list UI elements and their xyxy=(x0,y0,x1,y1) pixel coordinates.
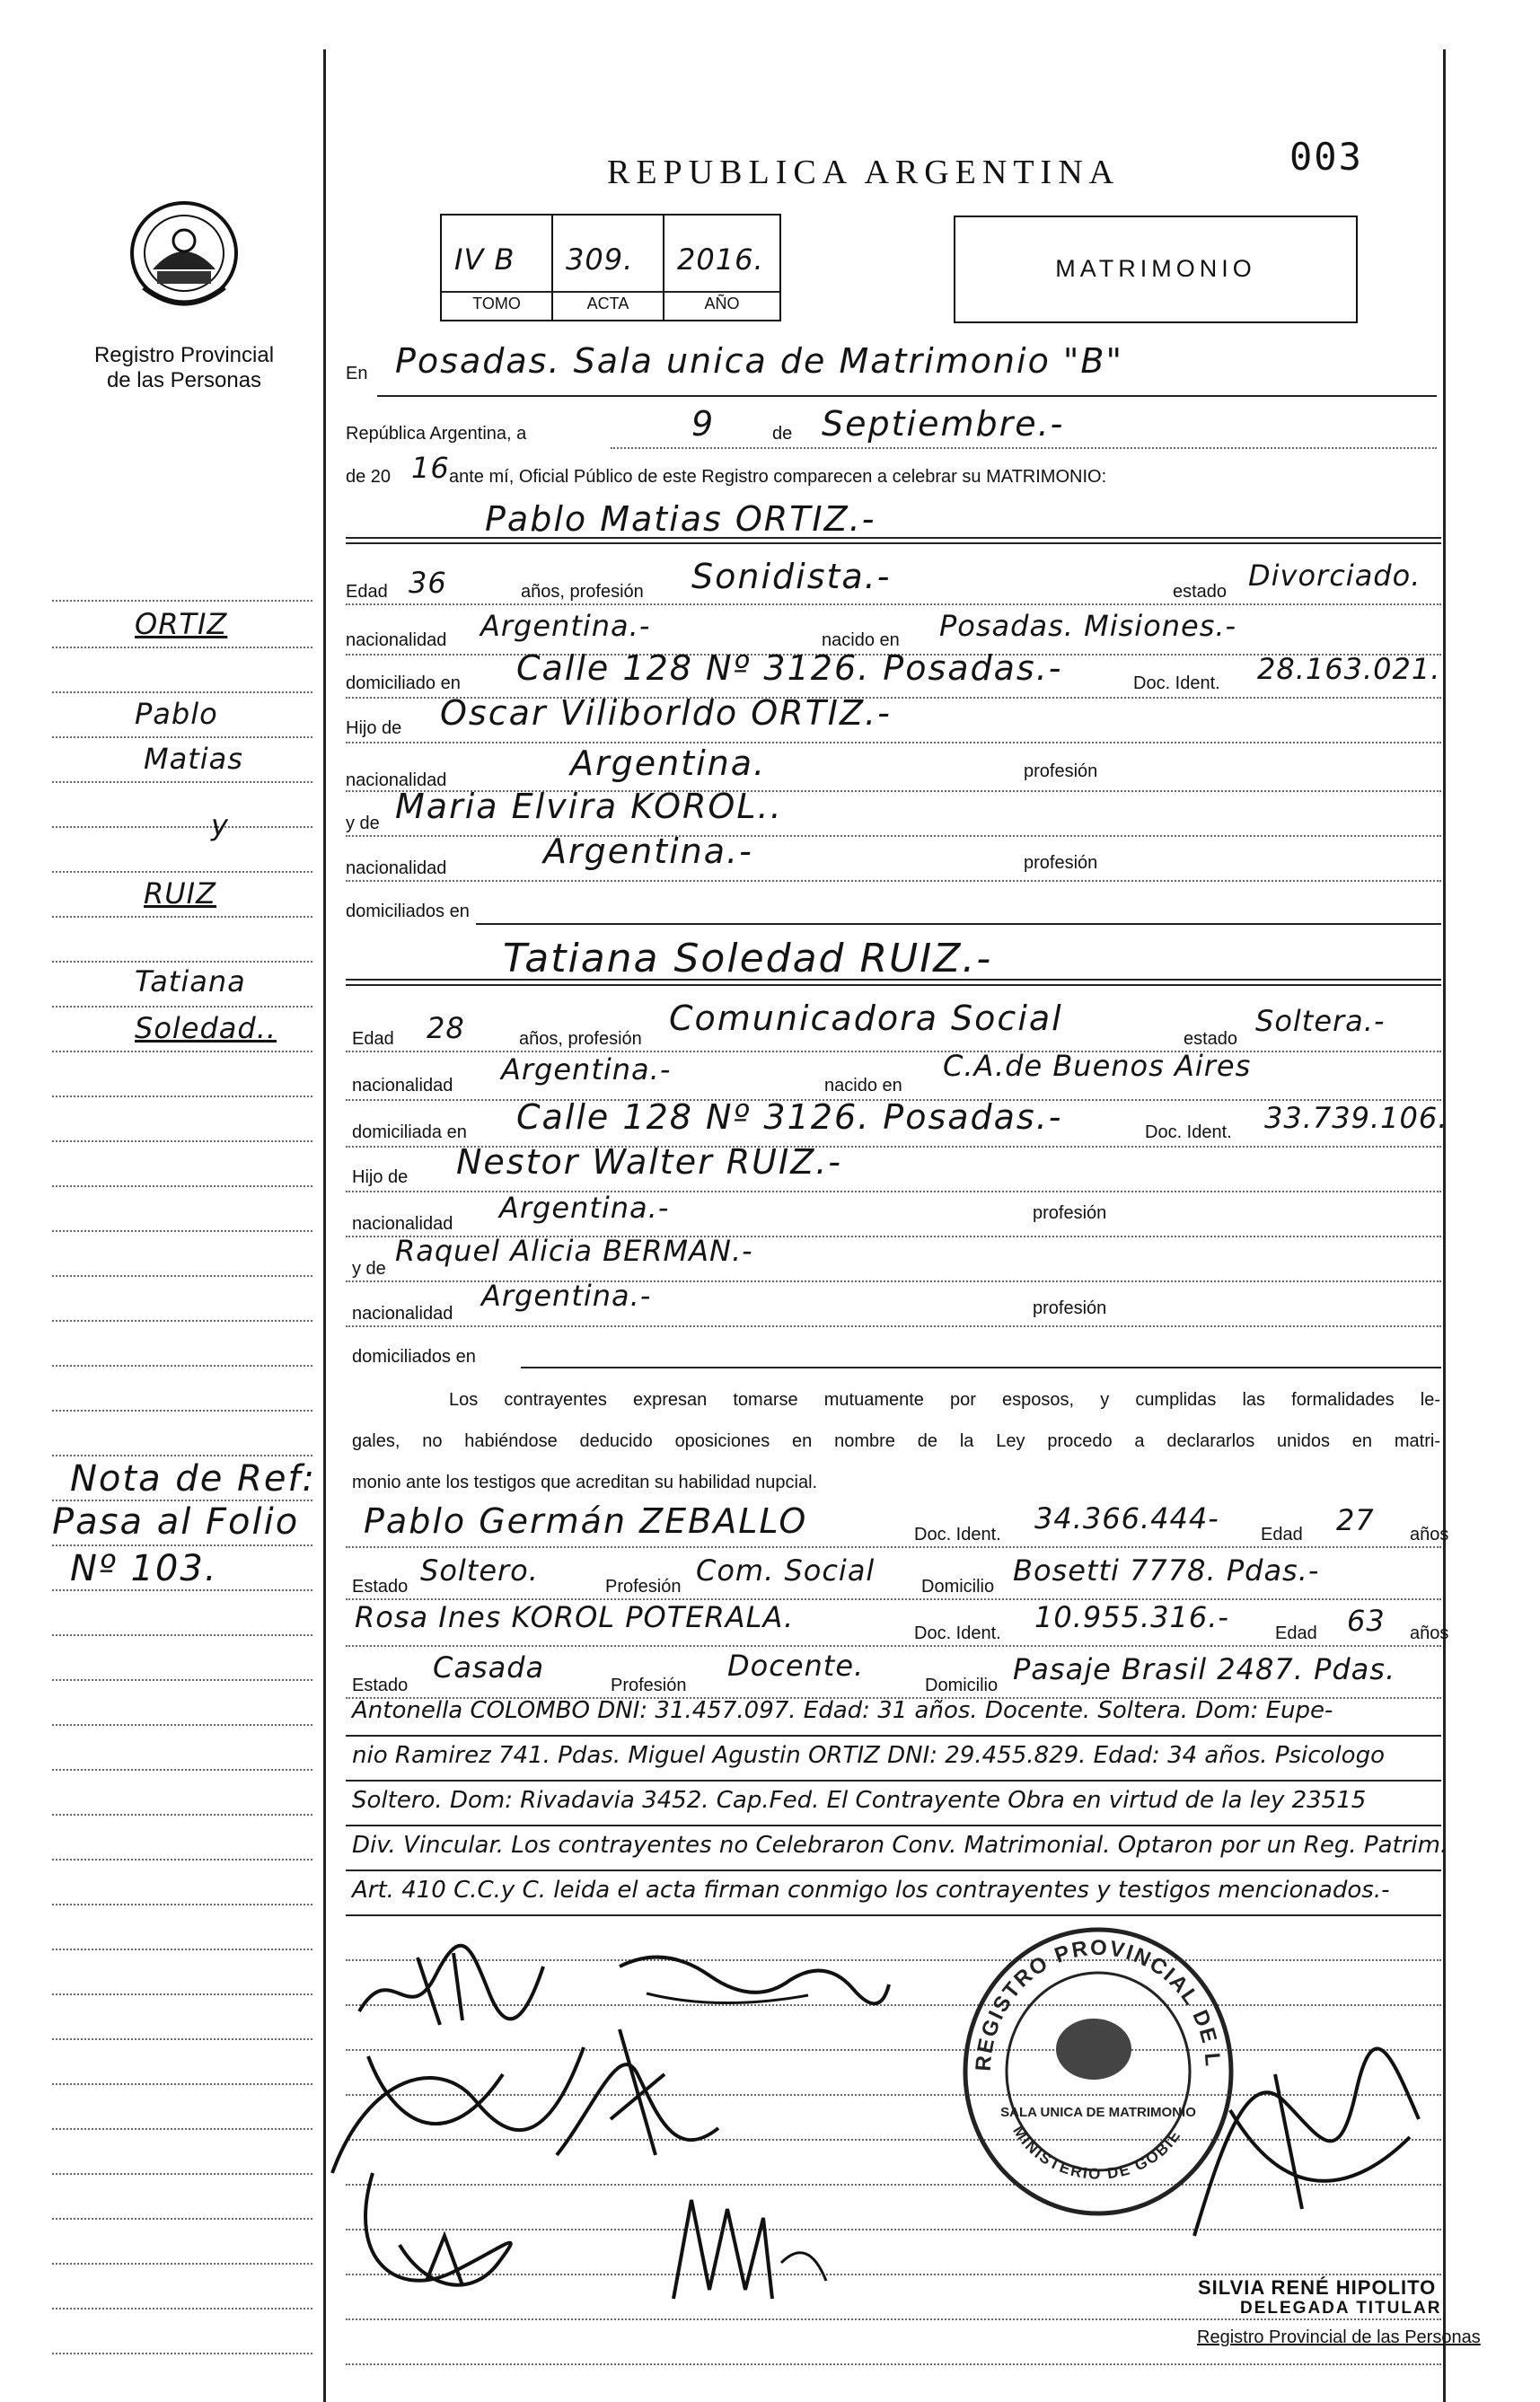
margin-rule xyxy=(52,1185,312,1187)
bride-nationality: Argentina.- xyxy=(501,1052,672,1087)
margin-rule xyxy=(52,781,312,783)
label-groom-status: estado xyxy=(1173,582,1228,602)
label-ante-mi: ante mí, Oficial Público de este Registro comparecen a celebrar su MATRIMONIO: xyxy=(449,467,1107,487)
margin-rule xyxy=(52,1365,312,1367)
registry-name xyxy=(63,343,305,393)
witness-2-profession: Docente. xyxy=(727,1649,865,1683)
rule xyxy=(346,1870,1441,1871)
label-witness-2-profession: Profesión xyxy=(611,1676,687,1695)
officer-title: DELEGADA TITULAR xyxy=(1240,2299,1442,2318)
bride-profession: Comunicadora Social xyxy=(669,999,1063,1038)
label-bride-father-nationality: nacionalidad xyxy=(352,1214,453,1234)
rule xyxy=(346,742,1441,743)
margin-rule xyxy=(52,1051,312,1052)
value-place: Posadas. Sala unica de Matrimonio "B" xyxy=(395,341,1123,381)
witness-1-address: Bosetti 7778. Pdas.- xyxy=(1013,1553,1320,1588)
margin-rule xyxy=(52,2173,312,2175)
label-groom-mother-profession: profesión xyxy=(1024,853,1098,873)
margin-rule xyxy=(52,2353,312,2354)
acta-value: 309. xyxy=(566,242,634,277)
label-groom-father-profession: profesión xyxy=(1024,761,1098,781)
margin-rule xyxy=(52,2308,312,2310)
groom-birthplace: Posadas. Misiones.- xyxy=(939,609,1237,643)
rule xyxy=(521,1367,1441,1368)
groom-father-nationality: Argentina. xyxy=(570,743,767,783)
rule xyxy=(346,1914,1441,1916)
signature-witness-3 xyxy=(346,2155,543,2299)
label-bride-profession: años, profesión xyxy=(519,1029,642,1049)
observation-line: Art. 410 C.C.y C. leida el acta firman conmigo los contrayentes y testigos mencionados.- xyxy=(352,1877,1390,1904)
margin-rule xyxy=(52,691,312,693)
rule xyxy=(346,1825,1441,1826)
witness-1-age: 27 xyxy=(1336,1503,1375,1537)
tomo-label: TOMO xyxy=(472,295,521,312)
margin-surname-bride: RUIZ xyxy=(144,876,217,911)
document-type: MATRIMONIO xyxy=(1055,255,1256,282)
country-title: REPUBLICA ARGENTINA xyxy=(607,154,1121,191)
rule xyxy=(346,835,1441,837)
witness-2-status: Casada xyxy=(433,1650,545,1685)
groom-mother: Maria Elvira KOROL.. xyxy=(395,787,783,826)
groom-status: Divorciado. xyxy=(1248,559,1421,593)
margin-rule xyxy=(52,2083,312,2085)
label-groom-age: Edad xyxy=(346,582,388,602)
observation-line: Soltero. Dom: Rivadavia 3452. Cap.Fed. El Contrayente Obra en virtud de la ley 23515 xyxy=(352,1787,1367,1814)
official-stamp xyxy=(959,1923,1237,2220)
label-bride-status: estado xyxy=(1184,1029,1238,1049)
margin-rule xyxy=(52,1724,312,1726)
rule xyxy=(346,2363,1441,2365)
groom-nationality: Argentina.- xyxy=(480,609,651,643)
bride-birthplace: C.A.de Buenos Aires xyxy=(943,1049,1252,1083)
label-republica: República Argentina, a xyxy=(346,424,527,444)
label-groom-father: Hijo de xyxy=(346,718,402,738)
label-bride-mother-profession: profesión xyxy=(1033,1298,1107,1318)
groom-name: Pablo Matias ORTIZ.- xyxy=(485,499,876,539)
rule xyxy=(346,2318,1441,2320)
groom-mother-nationality: Argentina.- xyxy=(543,831,753,871)
margin-rule xyxy=(52,1006,312,1007)
acta-label: ACTA xyxy=(586,295,629,312)
margin-given-bride-2: Soledad.. xyxy=(135,1011,277,1045)
value-month: Septiembre.- xyxy=(822,404,1065,444)
rule xyxy=(346,984,1441,986)
rule xyxy=(346,1780,1441,1782)
margin-rule xyxy=(52,1949,312,1950)
margin-note-line2: Pasa al Folio xyxy=(52,1501,300,1543)
value-day: 9 xyxy=(691,404,716,444)
rule xyxy=(346,542,1441,544)
label-witness-2-address: Domicilio xyxy=(925,1676,999,1695)
stamp-bottom-text: MINISTERIO DE GOBIE xyxy=(1009,2123,1185,2183)
margin-rule xyxy=(52,1095,312,1097)
observation-line: Div. Vincular. Los contrayentes no Celebraron Conv. Matrimonial. Optaron por un Reg. Patrim. xyxy=(352,1832,1448,1859)
bride-name: Tatiana Soledad RUIZ.- xyxy=(503,936,993,981)
margin-rule xyxy=(52,961,312,963)
label-bride-parents-address: domiciliados en xyxy=(352,1347,476,1367)
label-groom-father-nationality: nacionalidad xyxy=(346,770,447,790)
margin-rule xyxy=(52,1230,312,1232)
margin-note-line3: Nº 103. xyxy=(70,1548,218,1589)
tomo-value: IV B xyxy=(454,242,515,277)
margin-rule xyxy=(52,736,312,738)
signature-witness-4 xyxy=(664,2182,844,2308)
label-groom-mother: y de xyxy=(346,814,380,833)
groom-address: Calle 128 Nº 3126. Posadas.- xyxy=(516,648,1063,688)
bride-age: 28 xyxy=(427,1011,465,1045)
groom-doc: 28.163.021. xyxy=(1257,652,1441,686)
margin-rule xyxy=(52,647,312,648)
margin-given-groom-2: Matias xyxy=(144,742,243,776)
label-bride-nationality: nacionalidad xyxy=(352,1076,453,1095)
stamp-ring-text: REGISTRO PROVINCIAL DE L xyxy=(971,1935,1226,2072)
groom-profession: Sonidista.- xyxy=(691,557,892,596)
margin-note-line1: Nota de Ref: xyxy=(70,1458,316,1500)
label-witness-2-age: Edad xyxy=(1275,1623,1317,1643)
margin-rule xyxy=(52,1410,312,1412)
witness-1-name: Pablo Germán ZEBALLO xyxy=(364,1501,808,1541)
margin-rule xyxy=(52,1769,312,1771)
margin-rule xyxy=(52,1320,312,1322)
bride-father: Nestor Walter RUIZ.- xyxy=(456,1142,843,1182)
anio-label: AÑO xyxy=(704,295,740,312)
bride-status: Soltera.- xyxy=(1255,1004,1386,1038)
anio-value: 2016. xyxy=(677,242,764,277)
margin-rule xyxy=(52,2128,312,2130)
label-witness-1-status: Estado xyxy=(352,1577,409,1597)
rule xyxy=(346,1325,1441,1327)
label-groom-profession: años, profesión xyxy=(521,582,644,602)
label-bride-mother: y de xyxy=(352,1259,386,1279)
margin-rule xyxy=(52,1455,312,1456)
witness-1-doc: 34.366.444- xyxy=(1034,1501,1219,1535)
label-bride-mother-nationality: nacionalidad xyxy=(352,1304,453,1324)
margin-rule xyxy=(52,2263,312,2265)
margin-rule xyxy=(52,826,312,828)
label-groom-address: domiciliado en xyxy=(346,673,461,693)
label-groom-nationality: nacionalidad xyxy=(346,630,447,650)
witness-1-profession: Com. Social xyxy=(696,1553,876,1588)
margin-rule xyxy=(52,1993,312,1995)
label-de-20: de 20 xyxy=(346,467,392,487)
declaration-line2: gales, no habiéndose deducido oposiciones en nombre de la Ley procedo a declararlos unidos en matri- xyxy=(352,1431,1440,1451)
label-groom-born: nacido en xyxy=(822,630,900,650)
bride-doc: 33.739.106. xyxy=(1264,1101,1448,1135)
margin-rule xyxy=(52,2038,312,2040)
label-bride-born: nacido en xyxy=(824,1076,902,1095)
label-groom-parents-address: domiciliados en xyxy=(346,902,470,921)
label-bride-doc: Doc. Ident. xyxy=(1145,1122,1232,1142)
margin-given-bride-1: Tatiana xyxy=(135,964,246,999)
bride-address: Calle 128 Nº 3126. Posadas.- xyxy=(516,1097,1063,1137)
label-witness-2-status: Estado xyxy=(352,1676,409,1695)
margin-rule xyxy=(52,1634,312,1636)
observation-line: Antonella COLOMBO DNI: 31.457.097. Edad: 31 años. Docente. Soltera. Dom: Eupe- xyxy=(352,1697,1333,1724)
rule xyxy=(346,603,1441,605)
declaration-line1: Los contrayentes expresan tomarse mutuamente por esposos, y cumplidas las formalidades le- xyxy=(449,1390,1440,1410)
margin-rule xyxy=(52,600,312,602)
observation-line: nio Ramirez 741. Pdas. Miguel Agustin ORTIZ DNI: 29.455.829. Edad: 34 años. Psicologo xyxy=(352,1742,1386,1769)
margin-rule xyxy=(52,2218,312,2220)
bride-mother: Raquel Alicia BERMAN.- xyxy=(395,1234,753,1268)
right-edge-line xyxy=(1443,49,1446,2402)
margin-rule xyxy=(52,1679,312,1681)
label-groom-doc: Doc. Ident. xyxy=(1133,673,1220,693)
registry-logo xyxy=(117,198,251,323)
box-caption-rule xyxy=(442,291,779,293)
label-bride-age: Edad xyxy=(352,1029,394,1049)
witness-2-address: Pasaje Brasil 2487. Pdas. xyxy=(1013,1652,1396,1686)
label-witness-1-age: Edad xyxy=(1261,1525,1303,1544)
rule xyxy=(611,447,1437,449)
margin-given-groom-1: Pablo xyxy=(135,697,218,731)
rule xyxy=(377,395,1437,397)
registry-name-line2: de las Personas xyxy=(106,368,262,392)
rule xyxy=(346,979,1441,981)
groom-father: Oscar Viliborldo ORTIZ.- xyxy=(440,693,892,733)
bride-mother-nationality: Argentina.- xyxy=(481,1279,652,1313)
witness-1-status: Soltero. xyxy=(420,1553,539,1588)
rule xyxy=(346,537,1441,539)
label-witness-2-years: años xyxy=(1410,1623,1449,1643)
rule xyxy=(346,1735,1441,1737)
page-number: 003 xyxy=(1289,135,1363,179)
margin-surname-groom: ORTIZ xyxy=(135,607,228,641)
margin-rule xyxy=(52,1904,312,1905)
margin-rule xyxy=(52,1140,312,1142)
margin-rule xyxy=(52,1859,312,1861)
label-witness-1-doc: Doc. Ident. xyxy=(914,1525,1001,1544)
document-type-box xyxy=(954,216,1358,323)
rule xyxy=(346,880,1441,882)
label-witness-2-doc: Doc. Ident. xyxy=(914,1623,1001,1643)
label-de-month: de xyxy=(772,424,793,444)
margin-rule xyxy=(52,1275,312,1277)
label-bride-father: Hijo de xyxy=(352,1167,409,1187)
bride-father-nationality: Argentina.- xyxy=(499,1191,670,1225)
label-witness-1-years: años xyxy=(1410,1525,1449,1544)
margin-rule xyxy=(52,916,312,918)
stamp-inner-text: SALA UNICA DE MATRIMONIO xyxy=(1000,2105,1196,2120)
value-year-suffix: 16 xyxy=(411,451,450,485)
officer-name: SILVIA RENÉ HIPOLITO xyxy=(1198,2276,1437,2299)
groom-age: 36 xyxy=(409,566,447,600)
margin-rule xyxy=(52,1814,312,1816)
tomo-acta-anio-box xyxy=(440,214,781,321)
signature-witness-2 xyxy=(539,2020,736,2173)
label-bride-father-profession: profesión xyxy=(1033,1203,1107,1223)
label-bride-address: domiciliada en xyxy=(352,1122,467,1142)
officer-org: Registro Provincial de las Personas xyxy=(1197,2327,1481,2347)
label-witness-1-address: Domicilio xyxy=(921,1577,995,1597)
margin-rule xyxy=(52,1589,312,1591)
label-en: En xyxy=(346,364,368,383)
margin-rule xyxy=(52,871,312,873)
witness-2-doc: 10.955.316.- xyxy=(1034,1600,1229,1634)
signature-bride xyxy=(611,1940,898,2020)
witness-2-age: 63 xyxy=(1347,1604,1386,1638)
registry-name-line1: Registro Provincial xyxy=(93,343,275,367)
witness-2-name: Rosa Ines KOROL POTERALA. xyxy=(355,1600,795,1634)
label-groom-mother-nationality: nacionalidad xyxy=(346,858,447,878)
margin-rule xyxy=(52,1544,312,1546)
declaration-line3: monio ante los testigos que acreditan su habilidad nupcial. xyxy=(352,1473,818,1492)
margin-conjunction: y xyxy=(211,808,229,842)
label-witness-1-profession: Profesión xyxy=(605,1577,682,1597)
rule xyxy=(476,923,1441,925)
rule xyxy=(346,1645,1441,1647)
rule xyxy=(346,1546,1441,1548)
